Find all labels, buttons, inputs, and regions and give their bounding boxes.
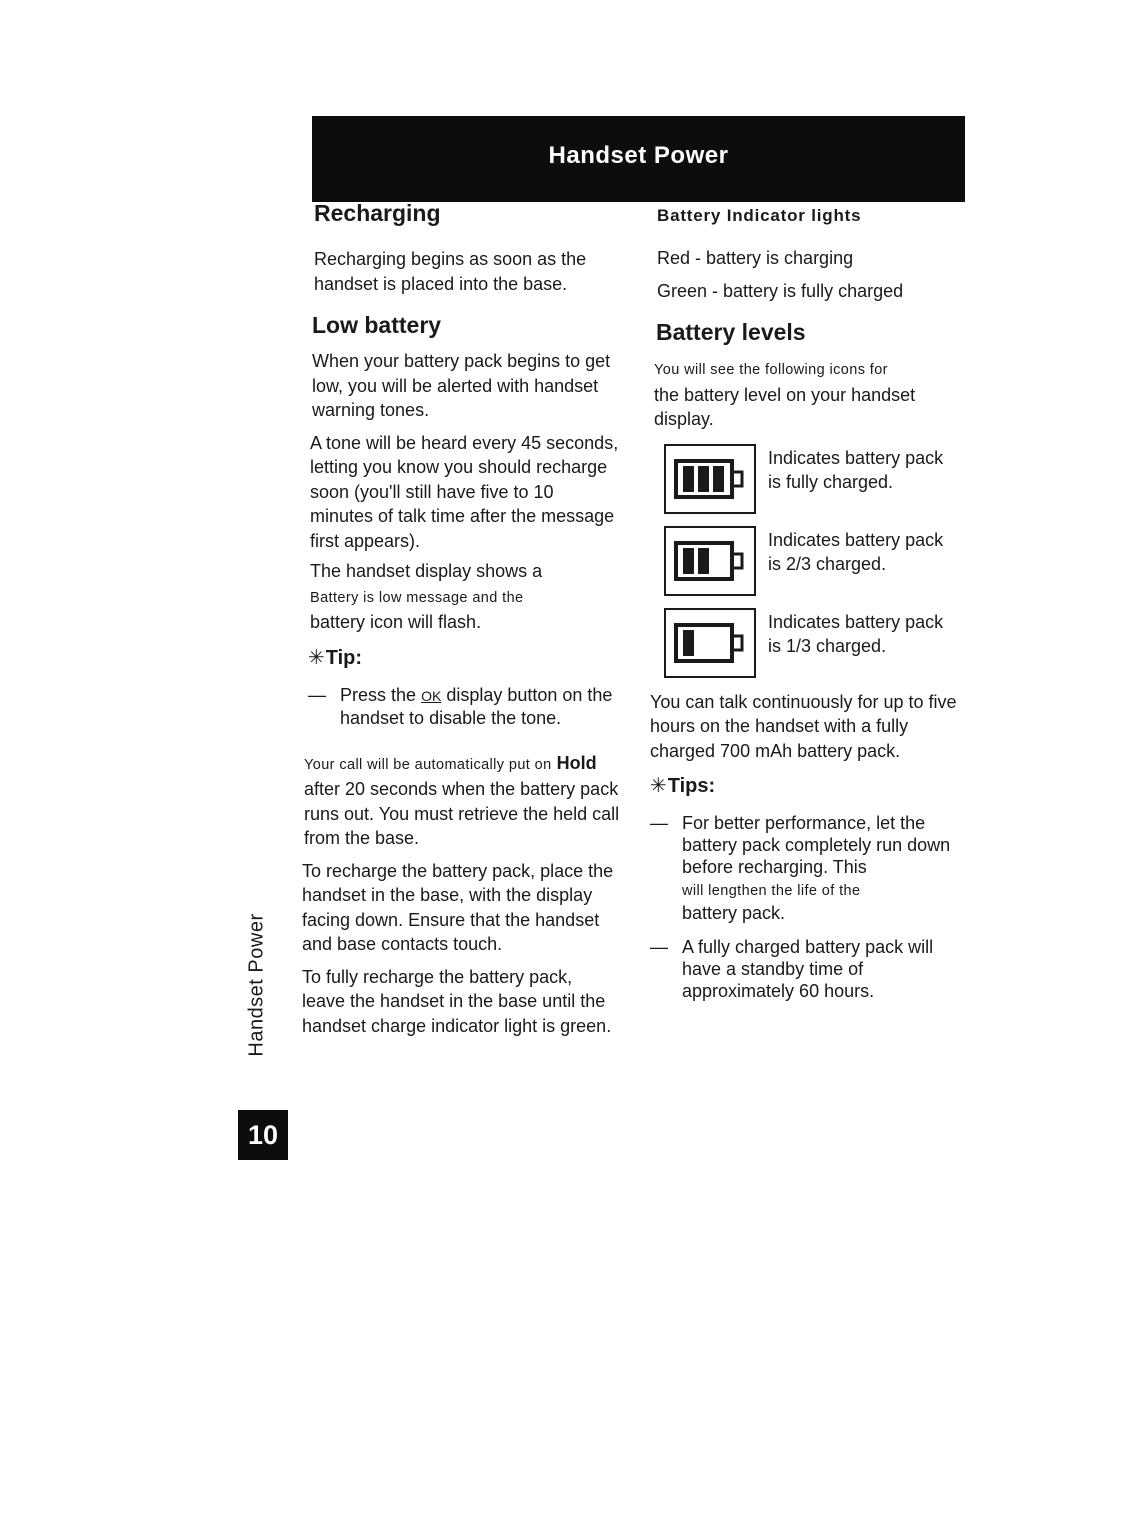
battery-level-row [650, 526, 960, 596]
section-title: Handset Power [548, 142, 729, 169]
low-battery-line-a: The handset display shows a [310, 561, 543, 581]
tip-heading-label: Tip: [325, 646, 363, 669]
battery-one-third-icon [664, 608, 756, 678]
tip-text-b: display button on the handset to disable the tone. [340, 684, 613, 728]
battery-two-thirds-icon [664, 526, 756, 596]
battery-level-row [650, 608, 960, 678]
hold-word: Hold [556, 752, 597, 773]
indicator-green: Green - battery is fully charged [657, 280, 904, 301]
left-column [302, 200, 620, 1038]
battery-level-list [650, 444, 960, 678]
battery-one-third-text: Indicates battery pack is 1/3 charged. [768, 611, 944, 656]
ok-button-label: OK [421, 687, 442, 704]
tips-2-text: A fully charged battery pack will have a standby time of approximately 60 hours. [682, 937, 934, 1001]
list-item [308, 684, 620, 729]
dash-icon: — [308, 684, 326, 705]
battery-one-third-icon-graphic [673, 622, 747, 664]
indicator-heading: Battery Indicator lights [657, 206, 862, 225]
low-battery-line-b: Battery is low message and the [310, 589, 524, 606]
low-battery-heading: Low battery [312, 312, 442, 338]
battery-full-text: Indicates battery pack is fully charged. [768, 447, 944, 492]
low-battery-paragraph-3 [310, 559, 620, 635]
levels-intro-a: You will see the following icons for [654, 362, 888, 378]
right-column [650, 206, 960, 1002]
hold-text-b: after 20 seconds when the battery pack runs out. You must retrieve the held call from the base. [304, 779, 620, 848]
recharging-text: Recharging begins as soon as the handset is placed into the base. [314, 249, 587, 294]
tips-1-text-a: For better performance, let the battery pack completely run down before recharging. This [682, 813, 951, 877]
list-item [650, 936, 960, 1002]
page-number: 10 [238, 1110, 288, 1160]
dash-icon: — [650, 937, 668, 957]
tips-1-text-b: will lengthen the life of the [682, 883, 861, 899]
recharging-heading: Recharging [314, 200, 441, 226]
battery-levels-heading: Battery levels [656, 319, 806, 345]
hold-text-a: Your call will be automatically put on [304, 756, 552, 773]
full-recharge-paragraph: To fully recharge the battery pack, leave the handset in the base until the handset charge indicator light is green. [302, 966, 612, 1036]
side-tab-label: Handset Power [245, 913, 268, 1057]
side-tab [242, 905, 272, 1065]
talk-time-paragraph: You can talk continuously for up to five hours on the handset with a fully charged 700 mAh battery pack. [650, 691, 957, 761]
tips-heading-label: Tips: [667, 775, 716, 797]
tip-list [308, 684, 620, 729]
tip-text-a: Press the [340, 684, 417, 705]
battery-level-row [650, 444, 960, 514]
tips-list [650, 812, 960, 1002]
dash-icon: — [650, 813, 668, 833]
battery-levels-intro [654, 356, 960, 432]
tips-1-text-c: battery pack. [682, 903, 786, 923]
tip-heading [308, 645, 620, 670]
section-header-bar [312, 116, 965, 202]
hold-paragraph [304, 751, 620, 851]
list-item [650, 812, 960, 924]
battery-full-icon-graphic [673, 458, 747, 500]
indicator-red: Red - battery is charging [657, 248, 854, 268]
battery-full-icon [664, 444, 756, 514]
low-battery-paragraph-1: When your battery pack begins to get low, you will be alerted with handset warning tones. [312, 351, 611, 420]
tips-heading [650, 773, 960, 798]
low-battery-line-c: battery icon will flash. [310, 612, 482, 632]
low-battery-paragraph-2: A tone will be heard every 45 seconds, letting you know you should recharge soon (you'll still have five to 10 minutes of talk time after the message first appears). [310, 432, 619, 551]
recharge-paragraph: To recharge the battery pack, place the handset in the base, with the display facing down. Ensure that the handset and base contacts touch. [302, 860, 614, 954]
asterisk-icon: ✳ [650, 775, 667, 797]
levels-intro-b: the battery level on your handset display. [654, 384, 916, 429]
battery-two-thirds-text: Indicates battery pack is 2/3 charged. [768, 529, 944, 574]
battery-two-thirds-icon-graphic [673, 540, 747, 582]
asterisk-icon: ✳ [308, 646, 325, 669]
